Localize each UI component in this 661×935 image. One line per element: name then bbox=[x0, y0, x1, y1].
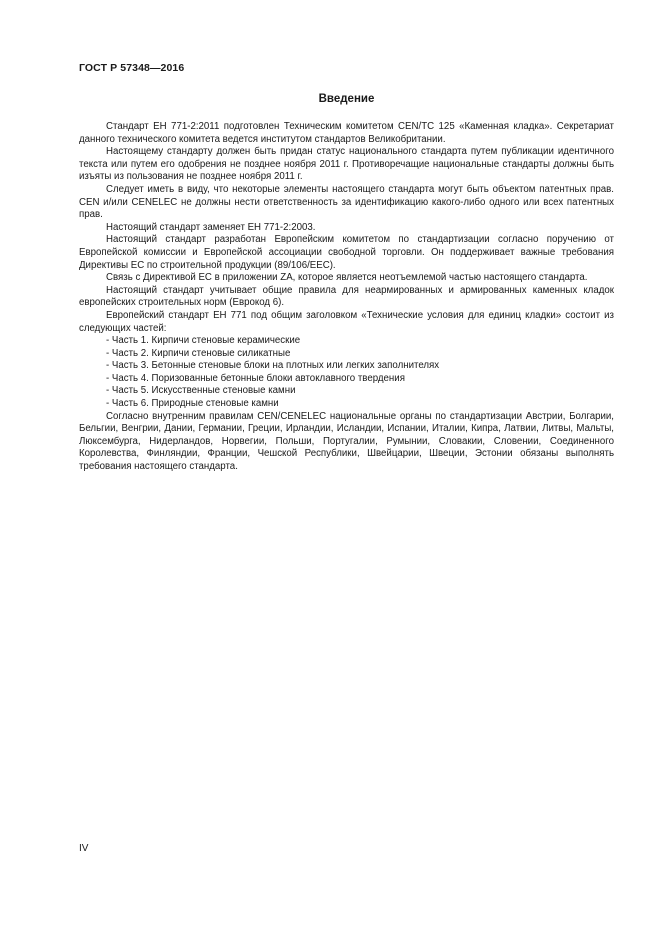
paragraph-mandate: Настоящий стандарт разработан Европейским комитетом по стандартизации согласно поручению от Европейской комиссии и Европейской ассоциации свободной торговли. Он поддерживает важные требования Директивы ЕС по строительной продукции (89/106/ЕЕС). bbox=[79, 234, 614, 271]
paragraph-committee: Стандарт ЕН 771-2:2011 подготовлен Техническим комитетом CEN/TC 125 «Каменная кладка». Секретариат данного технического комитета ведется институтом стандартов Великобритании. bbox=[79, 121, 614, 145]
list-item: - Часть 4. Поризованные бетонные блоки автоклавного твердения bbox=[106, 372, 405, 384]
paragraph-replaces: Настоящий стандарт заменяет ЕН 771-2:2003. bbox=[106, 221, 316, 233]
paragraph-directive: Связь с Директивой ЕС в приложении ZA, которое является неотъемлемой частью настоящего стандарта. bbox=[106, 272, 588, 284]
list-item: - Часть 2. Кирпичи стеновые силикатные bbox=[106, 347, 291, 359]
paragraph-parts-intro: Европейский стандарт ЕН 771 под общим заголовком «Технические условия для единиц кладки» состоит из следующих частей: bbox=[79, 309, 614, 334]
list-item: - Часть 3. Бетонные стеновые блоки на плотных или легких заполнителях bbox=[106, 360, 440, 372]
document-header: ГОСТ Р 57348—2016 bbox=[79, 62, 185, 74]
paragraph-eurocode: Настоящий стандарт учитывает общие правила для неармированных и армированных каменных кладок европейских строительных норм (Еврокод 6). bbox=[79, 284, 614, 309]
section-title: Введение bbox=[318, 93, 375, 105]
paragraph-national-bodies: Согласно внутренним правилам CEN/CENELEC национальные органы по стандартизации Австрии, Болгарии, Бельгии, Венгрии, Дании, Германии, Греции, Ирландии, Исландии, Испании, Италии, Кипра, Латвии, Литвы, Мальты, Люксембурга, Нидерландов, Норвегии, Польши, Португалии, Румынии, Словакии, Словении, Соединенного Королевства, Финляндии, Франции, Чешской Республики, Швейцарии, Швеции, Эстонии обязаны выполнять требования настоящего стандарта. bbox=[79, 410, 614, 473]
list-item: - Часть 5. Искусственные стеновые камни bbox=[106, 385, 296, 397]
list-item: - Часть 1. Кирпичи стеновые керамические bbox=[106, 335, 301, 347]
paragraph-status: Настоящему стандарту должен быть придан статус национального стандарта путем публикации идентичного текста или путем его одобрения не позднее ноября 2011 г. Противоречащие национальные стандарты должны быть изъяты из пользования не позднее ноября 2011 г. bbox=[79, 146, 614, 183]
parts-list bbox=[79, 335, 614, 411]
document-body bbox=[79, 121, 614, 474]
page-number: IV bbox=[79, 843, 89, 854]
paragraph-patents: Следует иметь в виду, что некоторые элементы настоящего стандарта могут быть объектом патентных прав. CEN и/или CENELEC не должны нести ответственность за идентификацию какого-либо одного или всех патентных прав. bbox=[79, 183, 614, 221]
list-item: - Часть 6. Природные стеновые камни bbox=[106, 398, 279, 410]
